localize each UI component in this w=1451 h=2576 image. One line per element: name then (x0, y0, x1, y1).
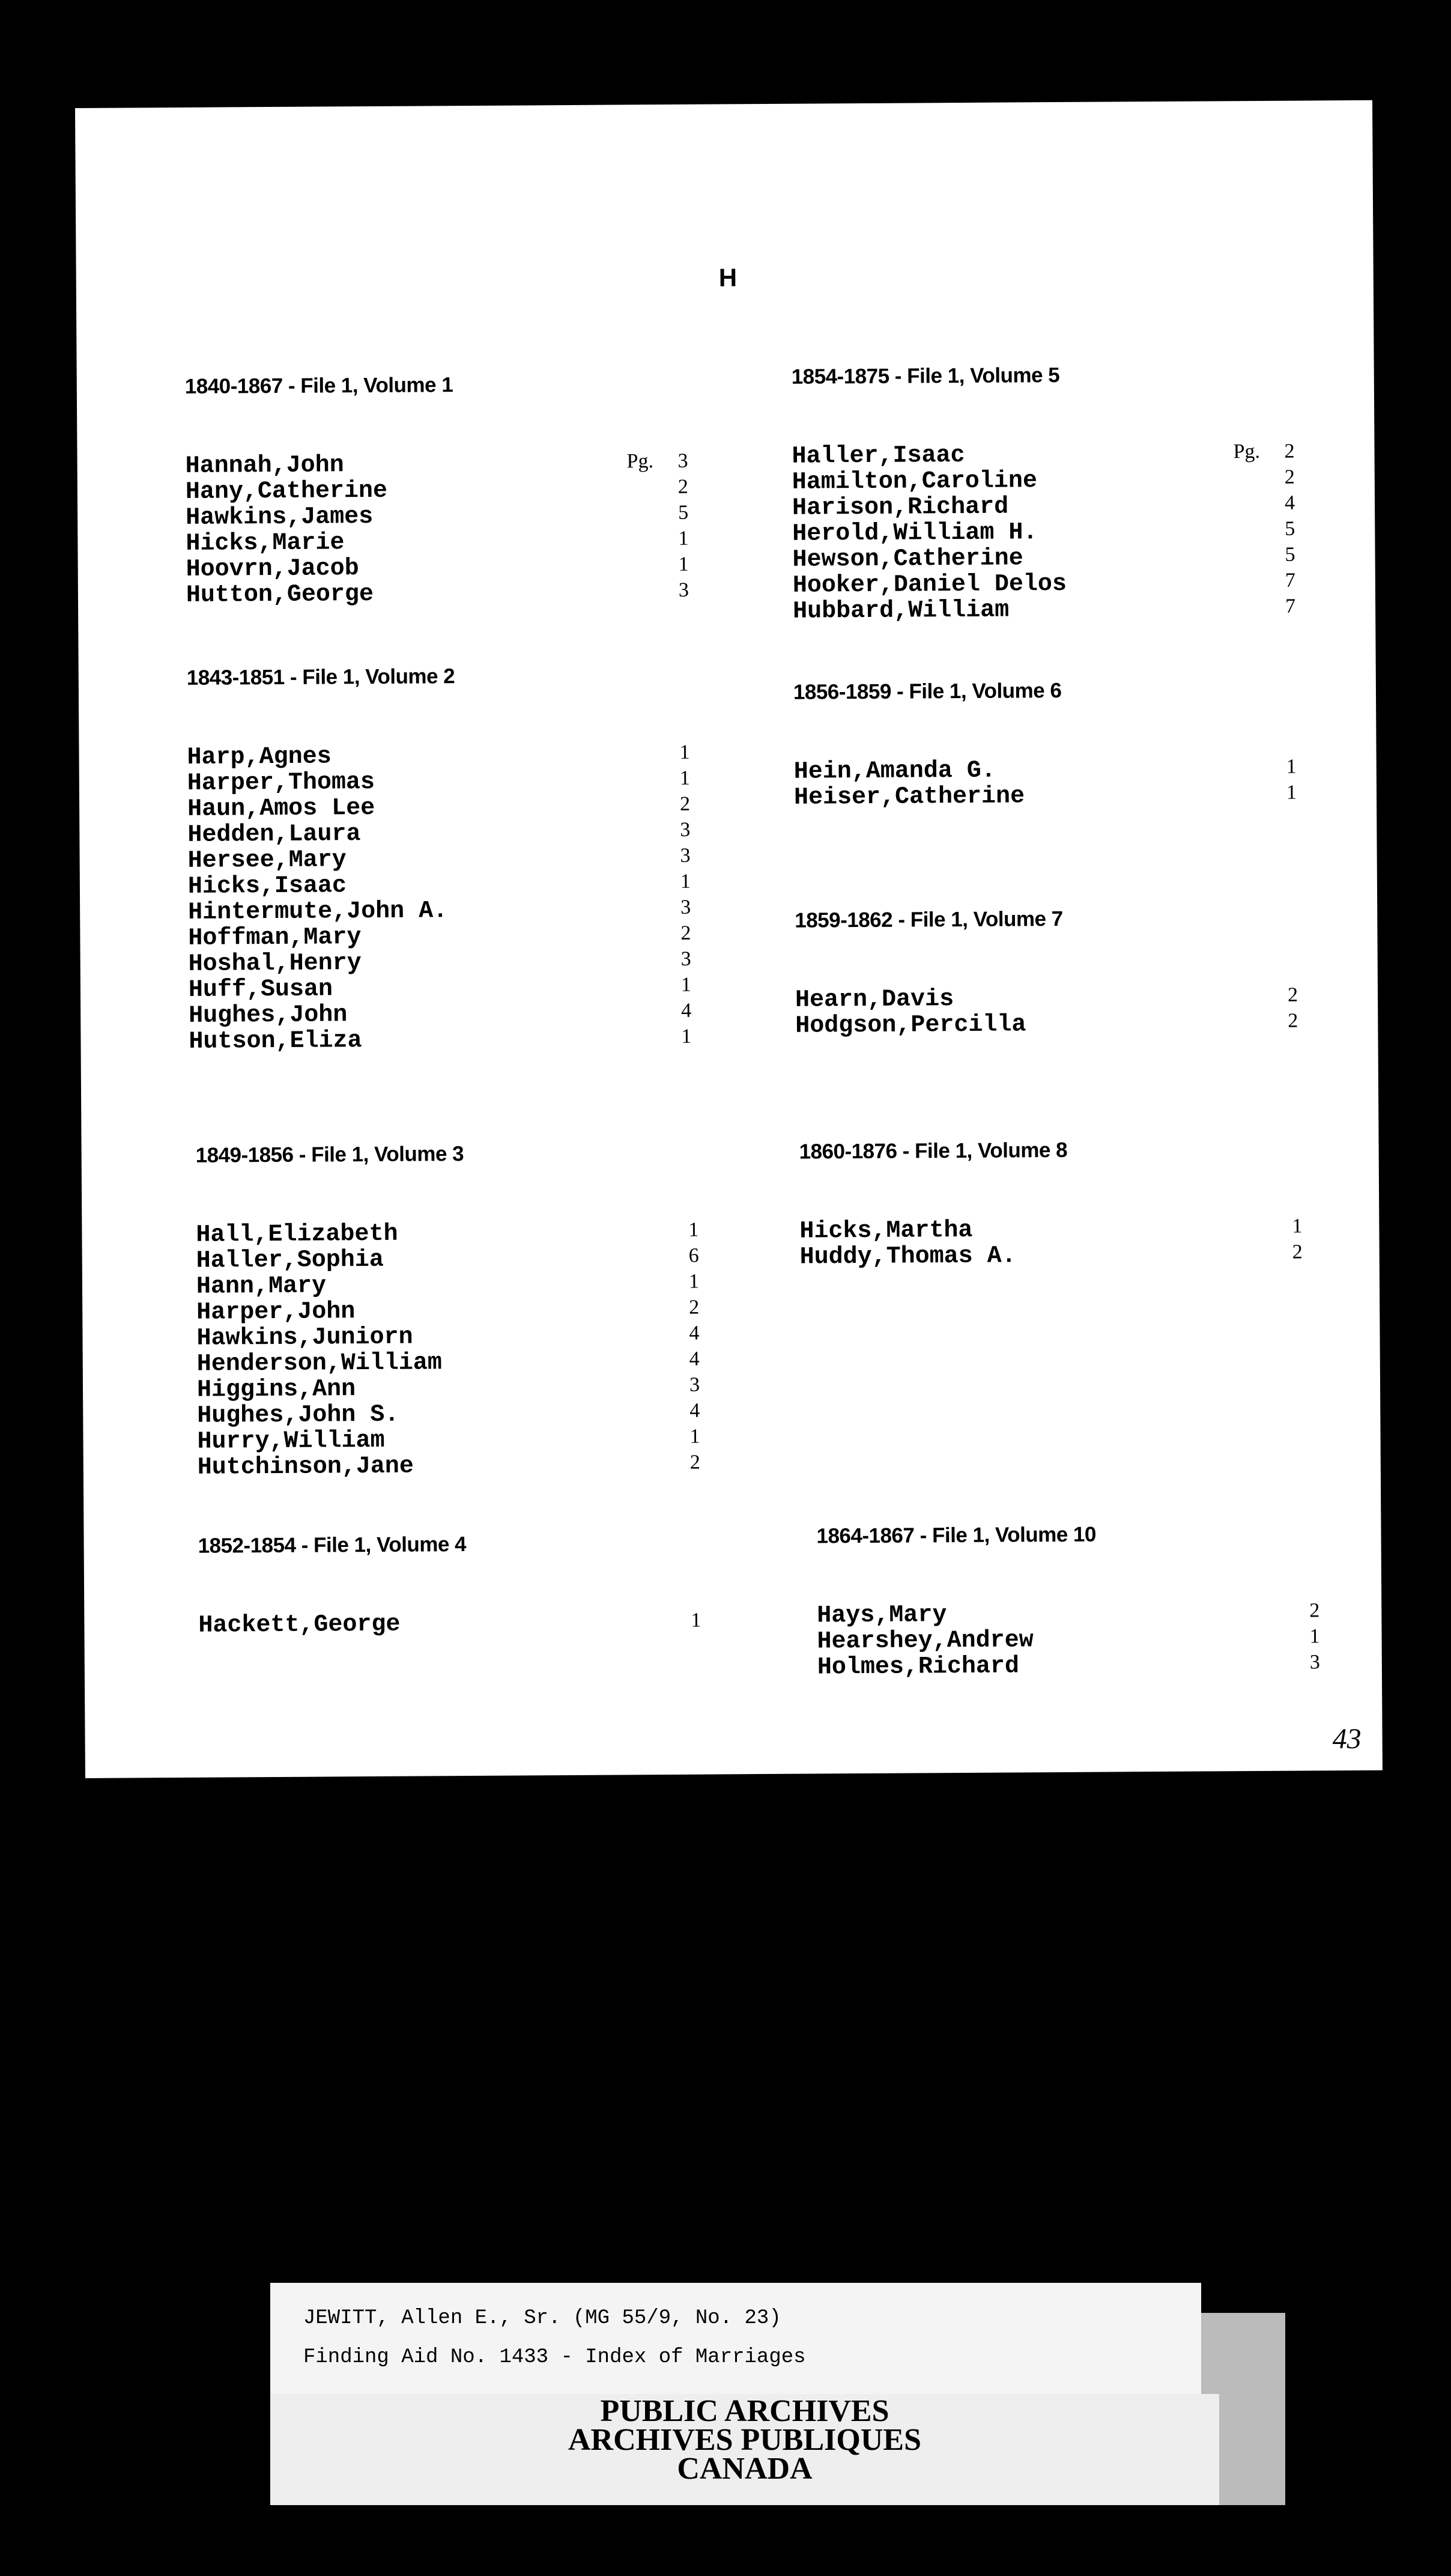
entry-page: 1 (679, 741, 690, 764)
entry-name: Hoovrn,Jacob (186, 555, 359, 583)
entry-name: Hubbard,William (793, 597, 1010, 625)
entry-name: Hann,Mary (196, 1272, 327, 1301)
index-entry (188, 896, 729, 925)
entry-page: 2 (689, 1296, 700, 1319)
entry-page: 5 (678, 501, 689, 524)
index-entry (196, 1322, 737, 1350)
section-heading: 1856-1859 - File 1, Volume 6 (793, 678, 1062, 704)
index-entry (793, 569, 1333, 598)
entry-page: 7 (1285, 595, 1296, 618)
index-entry (189, 999, 729, 1028)
entry-page: 1 (680, 973, 692, 996)
index-entry (817, 1651, 1358, 1680)
index-section (187, 663, 730, 1054)
index-section (795, 905, 1336, 1038)
page-number: 43 (1332, 1722, 1362, 1755)
label-line-2: Finding Aid No. 1433 - Index of Marriages (303, 2346, 806, 2369)
entry-page: 4 (681, 999, 692, 1022)
entry-page: 1 (679, 767, 690, 789)
stamp-line-2: ARCHIVES PUBLIQUES (568, 2423, 922, 2457)
index-section (198, 1531, 739, 1638)
entry-page: 1 (688, 1270, 700, 1293)
entry-name: Hall,Elizabeth (196, 1220, 398, 1249)
index-entry (186, 553, 727, 582)
index-entry (187, 818, 728, 847)
entry-page: 3 (678, 579, 689, 601)
entry-page: 3 (680, 844, 691, 867)
entry-name: Hutchinson,Jane (197, 1453, 414, 1481)
entry-page: 4 (689, 1347, 700, 1370)
section-heading: 1849-1856 - File 1, Volume 3 (195, 1142, 464, 1167)
index-entry (187, 741, 727, 770)
entry-page: 4 (689, 1322, 700, 1344)
index-entry (792, 466, 1333, 494)
index-entry (198, 1451, 738, 1480)
entry-name: Higgins,Ann (196, 1376, 356, 1404)
index-entry (792, 440, 1332, 469)
entry-page: 1 (1286, 781, 1297, 804)
entry-name: Hays,Mary (817, 1602, 947, 1630)
index-section (792, 362, 1334, 624)
index-entry (188, 870, 729, 899)
index-entry (188, 844, 729, 873)
entry-name: Hutton,George (186, 580, 374, 609)
entry-page: 1 (1286, 755, 1297, 778)
entry-name: Herold,William H. (792, 519, 1038, 548)
index-entry (189, 973, 729, 1002)
index-entry (197, 1347, 738, 1376)
entry-name: Hamilton,Caroline (792, 467, 1038, 496)
page-label: Pg. (626, 450, 654, 473)
entry-page: 5 (1285, 543, 1295, 566)
index-entry (198, 1609, 739, 1638)
entry-name: Hintermute,John A. (188, 898, 448, 926)
index-entry (186, 579, 727, 607)
entry-name: Heiser,Catherine (793, 783, 1025, 812)
document-page (75, 100, 1383, 1778)
entry-name: Harp,Agnes (187, 743, 332, 771)
entry-name: Huff,Susan (188, 976, 333, 1004)
index-entry (794, 781, 1334, 810)
index-entry (196, 1244, 737, 1273)
entry-page: 2 (1292, 1241, 1303, 1263)
index-section (793, 677, 1334, 810)
entry-page: 3 (680, 947, 691, 970)
index-section (185, 371, 727, 607)
index-entry (197, 1373, 738, 1402)
index-entry (817, 1599, 1357, 1628)
entry-page: 2 (1287, 983, 1298, 1006)
entry-name: Hersee,Mary (187, 846, 347, 875)
index-entry (196, 1218, 736, 1247)
index-entry (187, 767, 728, 795)
index-entry (186, 527, 726, 556)
index-entry (189, 1025, 729, 1054)
finding-aid-label (270, 2283, 1201, 2394)
entry-name: Hoffman,Mary (188, 924, 362, 952)
entry-page: 7 (1285, 569, 1295, 592)
entry-page: 3 (680, 818, 691, 841)
entry-page: 3 (677, 449, 688, 472)
index-entry (197, 1425, 738, 1454)
index-entry (187, 792, 728, 821)
entry-page: 2 (677, 475, 688, 498)
section-heading: 1843-1851 - File 1, Volume 2 (186, 664, 455, 690)
entry-page: 1 (1292, 1215, 1303, 1238)
index-entry (793, 595, 1333, 624)
index-entry (795, 1009, 1336, 1038)
entry-page: 3 (1309, 1651, 1320, 1674)
section-heading: 1840-1867 - File 1, Volume 1 (184, 373, 453, 398)
entry-name: Hearshey,Andrew (817, 1627, 1034, 1656)
index-section (799, 1137, 1340, 1269)
entry-page: 2 (1309, 1599, 1320, 1622)
index-entry (186, 449, 726, 478)
entry-name: Henderson,William (196, 1349, 442, 1378)
entry-name: Harison,Richard (792, 493, 1009, 522)
entry-name: Hicks,Isaac (187, 872, 347, 901)
index-letter: H (718, 263, 738, 292)
entry-name: Hutson,Eliza (189, 1027, 362, 1056)
entry-name: Hicks,Martha (799, 1217, 973, 1245)
index-entry (188, 922, 729, 950)
entry-page: 2 (680, 922, 691, 944)
entry-page: 3 (680, 896, 691, 919)
section-heading: 1859-1862 - File 1, Volume 7 (795, 907, 1063, 932)
entry-page: 1 (678, 553, 689, 576)
entry-name: Hany,Catherine (185, 477, 388, 506)
entry-name: Huddy,Thomas A. (799, 1242, 1016, 1271)
entry-name: Hannah,John (185, 452, 344, 480)
index-entry (189, 947, 729, 976)
index-section (196, 1140, 738, 1480)
page-label: Pg. (1233, 440, 1261, 463)
index-entry (792, 491, 1333, 520)
entry-page: 1 (691, 1609, 701, 1632)
entry-name: Hawkins,Juniorn (196, 1323, 413, 1352)
index-entry (197, 1399, 738, 1428)
index-entry (196, 1270, 737, 1299)
index-entry (196, 1296, 737, 1325)
entry-page: 1 (689, 1425, 700, 1448)
entry-name: Hein,Amanda G. (793, 757, 996, 786)
index-entry (792, 517, 1333, 546)
index-entry (792, 543, 1333, 572)
stamp-line-1: PUBLIC ARCHIVES (600, 2394, 889, 2428)
stamp-line-3: CANADA (677, 2452, 813, 2486)
entry-page: 1 (678, 527, 689, 550)
section-heading: 1852-1854 - File 1, Volume 4 (198, 1533, 467, 1558)
entry-name: Haller,Sophia (196, 1246, 384, 1275)
entry-page: 6 (688, 1244, 699, 1267)
entry-name: Hearn,Davis (795, 986, 954, 1014)
entry-page: 2 (689, 1451, 700, 1474)
entry-name: Hooker,Daniel Delos (792, 570, 1067, 600)
entry-page: 2 (1284, 440, 1295, 463)
entry-page: 2 (1284, 466, 1295, 488)
entry-page: 4 (689, 1399, 700, 1422)
index-entry (795, 983, 1336, 1012)
entry-name: Hughes,John S. (197, 1401, 399, 1430)
entry-page: 4 (1284, 491, 1295, 514)
archives-stamp (270, 2394, 1219, 2505)
entry-name: Harper,Thomas (187, 768, 375, 797)
entry-name: Haller,Isaac (792, 442, 965, 470)
entry-name: Hawkins,James (186, 503, 374, 532)
section-heading: 1860-1876 - File 1, Volume 8 (799, 1138, 1068, 1164)
index-entry (799, 1215, 1340, 1244)
entry-name: Hackett,George (198, 1611, 401, 1639)
index-entry (186, 475, 726, 504)
section-heading: 1854-1875 - File 1, Volume 5 (791, 363, 1060, 389)
entry-name: Hewson,Catherine (792, 545, 1023, 574)
index-entry (817, 1625, 1357, 1654)
entry-page: 3 (689, 1373, 700, 1396)
entry-name: Haun,Amos Lee (187, 794, 375, 823)
entry-name: Hurry,William (197, 1427, 385, 1456)
label-line-1: JEWITT, Allen E., Sr. (MG 55/9, No. 23) (303, 2307, 781, 2330)
entry-name: Hoshal,Henry (188, 950, 362, 978)
entry-page: 1 (680, 870, 691, 893)
entry-name: Hedden,Laura (187, 821, 361, 849)
index-entry (794, 755, 1334, 784)
index-entry (800, 1241, 1340, 1269)
entry-name: Hodgson,Percilla (795, 1011, 1026, 1040)
entry-name: Hughes,John (189, 1001, 348, 1030)
entry-page: 1 (688, 1218, 699, 1241)
section-heading: 1864-1867 - File 1, Volume 10 (816, 1522, 1097, 1548)
entry-page: 2 (1288, 1009, 1298, 1032)
index-section (816, 1521, 1358, 1680)
entry-name: Holmes,Richard (817, 1653, 1020, 1681)
entry-page: 2 (679, 792, 691, 815)
index-entry (186, 501, 726, 530)
entry-name: Harper,John (196, 1298, 356, 1326)
entry-page: 1 (681, 1025, 692, 1048)
entry-name: Hicks,Marie (186, 529, 345, 557)
entry-page: 1 (1309, 1625, 1320, 1648)
entry-page: 5 (1285, 517, 1295, 540)
